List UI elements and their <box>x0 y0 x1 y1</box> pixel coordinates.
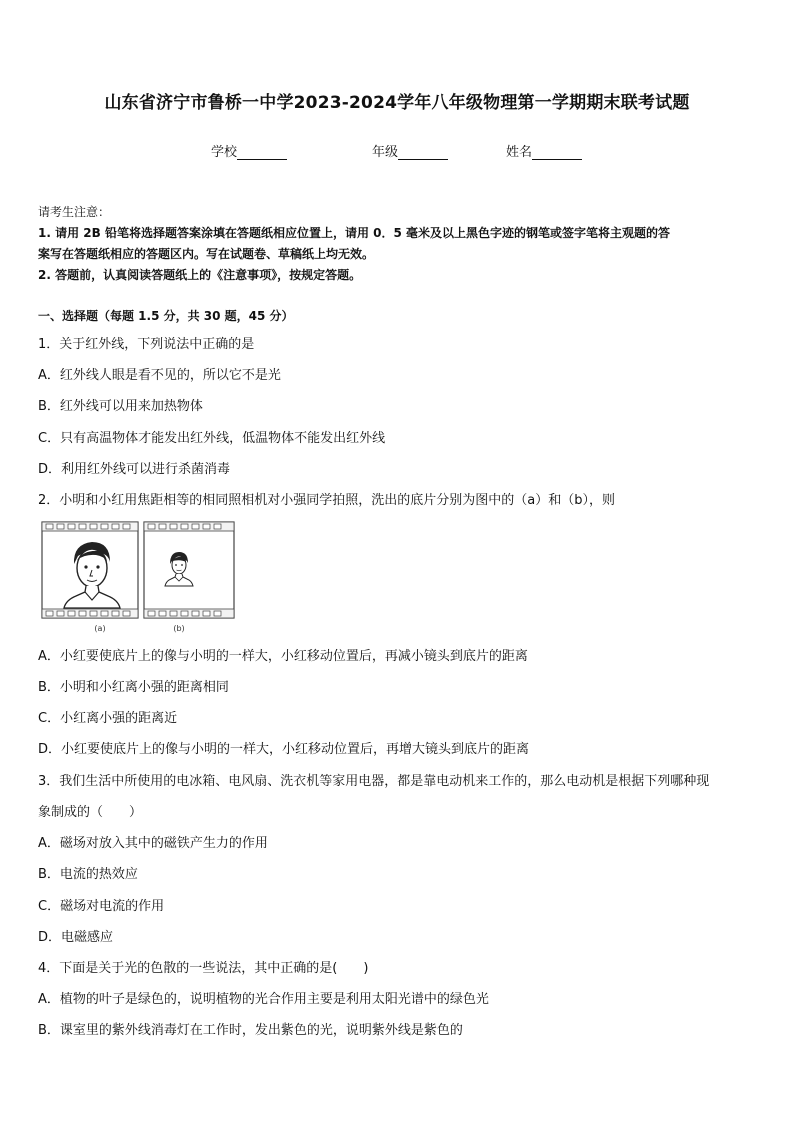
question-3-option-b[interactable]: B．电流的热效应 <box>38 867 138 882</box>
question-3-option-d[interactable]: D．电磁感应 <box>38 930 114 945</box>
name-label: 姓名 <box>506 145 533 160</box>
notice-item-2: 2. 答题前，认真阅读答题纸上的《注意事项》，按规定答题。 <box>38 268 362 282</box>
question-4-option-b[interactable]: B．课室里的紫外线消毒灯在工作时，发出紫色的光，说明紫外线是紫色的 <box>38 1023 463 1038</box>
grade-label: 年级 <box>372 145 399 160</box>
notice-item-1-line-2: 案写在答题纸相应的答题区内。写在试题卷、草稿纸上均无效。 <box>38 247 375 261</box>
question-1-option-b[interactable]: B．红外线可以用来加热物体 <box>38 399 203 414</box>
film-negatives-figure <box>40 520 236 634</box>
question-1-stem: 1．关于红外线，下列说法中正确的是 <box>38 337 255 352</box>
figure-label-a: (a) <box>94 624 106 633</box>
question-2-option-c[interactable]: C．小红离小强的距离近 <box>38 711 178 726</box>
question-1-option-d[interactable]: D．利用红外线可以进行杀菌消毒 <box>38 462 231 477</box>
question-3-stem-line-2: 象制成的（ ） <box>38 805 143 820</box>
figure-label-b: (b) <box>173 624 185 633</box>
question-4-option-a[interactable]: A．植物的叶子是绿色的，说明植物的光合作用主要是利用太阳光谱中的绿色光 <box>38 992 489 1007</box>
grade-field[interactable] <box>372 141 448 160</box>
notice-heading: 请考生注意： <box>38 205 111 219</box>
question-2-option-b[interactable]: B．小明和小红离小强的距离相同 <box>38 680 229 695</box>
film-a <box>42 522 138 618</box>
name-field[interactable] <box>506 141 582 160</box>
film-negatives-illustration <box>40 520 236 634</box>
question-2-option-d[interactable]: D．小红要使底片上的像与小明的一样大，小红移动位置后，再增大镜头到底片的距离 <box>38 742 530 757</box>
film-b <box>144 522 234 618</box>
question-2-option-a[interactable]: A．小红要使底片上的像与小明的一样大，小红移动位置后，再减小镜头到底片的距离 <box>38 649 528 664</box>
school-label: 学校 <box>211 145 238 160</box>
notice-item-1-line-1: 1. 请用 2B 铅笔将选择题答案涂填在答题纸相应位置上，请用 0．5 毫米及以上黑色字迹的钢笔或签字笔将主观题的答 <box>38 226 670 240</box>
page-title: 山东省济宁市鲁桥一中学2023-2024学年八年级物理第一学期期末联考试题 <box>104 93 690 113</box>
question-3-stem-line-1: 3．我们生活中所使用的电冰箱、电风扇、洗衣机等家用电器，都是靠电动机来工作的，那么电动机是根据下列哪种现 <box>38 774 710 789</box>
question-3-option-a[interactable]: A．磁场对放入其中的磁铁产生力的作用 <box>38 836 268 851</box>
question-3-option-c[interactable]: C．磁场对电流的作用 <box>38 899 165 914</box>
question-4-stem: 4．下面是关于光的色散的一些说法，其中正确的是( ) <box>38 961 369 976</box>
question-1-option-a[interactable]: A．红外线人眼是看不见的，所以它不是光 <box>38 368 281 383</box>
name-blank[interactable] <box>532 145 582 160</box>
student-info-row <box>0 141 794 161</box>
grade-blank[interactable] <box>398 145 448 160</box>
section-heading: 一、选择题（每题 1.5 分，共 30 题，45 分） <box>38 309 294 323</box>
school-field[interactable] <box>211 141 287 160</box>
school-blank[interactable] <box>237 145 287 160</box>
question-2-stem: 2．小明和小红用焦距相等的相同照相机对小强同学拍照，洗出的底片分别为图中的（a）和（b），则 <box>38 493 615 508</box>
question-1-option-c[interactable]: C．只有高温物体才能发出红外线，低温物体不能发出红外线 <box>38 431 386 446</box>
